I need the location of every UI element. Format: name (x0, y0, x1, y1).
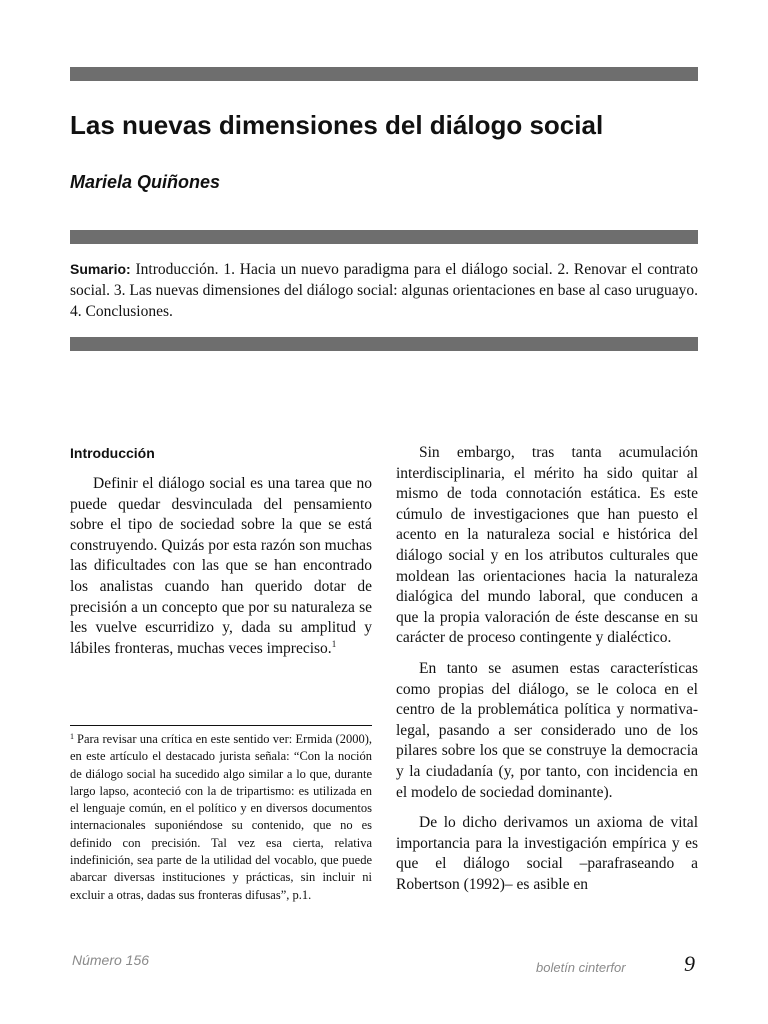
intro-paragraph (70, 474, 372, 659)
footnote-rule (70, 725, 372, 726)
summary-top-rule (70, 230, 698, 244)
left-column (70, 474, 372, 659)
right-paragraph-2: En tanto se asumen estas características como propias del diálogo, se le coloca en el centro de la problemática política y normativa-legal, pasando a ser considerado uno de los pilares sobre los que se construye la democracia y la ciudadanía (y, por tanto, con incidencia en el modelo de sociedad dominante). (396, 659, 698, 801)
summary-label: Sumario: (70, 261, 131, 277)
intro-paragraph-text: Definir el diálogo social es una tarea que no puede quedar desvinculada del pensamiento sobre el tipo de sociedad sobre la que se está construyendo. Quizás por esta razón son muchas las dificultades con las que se han encontrado los analistas cuando han querido dotar de precisión a un concepto que por su naturaleza se les vuelve escurridizo y, dada su amplitud y lábiles fronteras, muchas veces impreciso. (70, 475, 372, 657)
page-number: 9 (684, 951, 695, 976)
footnote-ref: 1 (331, 638, 337, 649)
top-rule (70, 67, 698, 81)
footnote-text: Para revisar una crítica en este sentido ver: Ermida (2000), en este artículo el destacado jurista señala: “Con la noción de diálogo social ha sucedido algo similar a lo que, durante largo lapso, aconteció con la de tripartismo: es utilizada en el lenguaje común, en el político y en diversos documentos internacionales suponiéndose su contenido, que no es definido con precisión. Tal vez esa cierta, relativa indefinición, sea parte de la utilidad del vocablo, que puede abarcar diversas instituciones y prácticas, sin incluir ni excluir a otras, dadas sus fronteras difusas”, p.1. (70, 732, 372, 902)
summary-text: Introducción. 1. Hacia un nuevo paradigma para el diálogo social. 2. Renovar el contrato social. 3. Las nuevas dimensiones del diálogo social: algunas orientaciones en base al caso uruguayo. 4. Conclusiones. (70, 261, 698, 320)
summary-block (70, 259, 698, 322)
footnote (70, 731, 372, 904)
article-author: Mariela Quiñones (70, 172, 221, 192)
section-heading: Introducción (70, 445, 155, 461)
article-title: Las nuevas dimensiones del diálogo social (70, 110, 604, 140)
summary-bottom-rule (70, 337, 698, 351)
right-paragraph-1: Sin embargo, tras tanta acumulación interdisciplinaria, el mérito ha sido quitar al mismo de toda connotación estática. Es este cúmulo de investigaciones que han puesto el acento en la naturaleza social e histórica del diálogo social y en los atributos culturales que moldean las orientaciones hacia la naturaleza dialógica del mundo laboral, que conducen a que la propia valoración de éste descanse en su carácter de proceso contingente y dialéctico. (396, 444, 698, 647)
journal-name: boletín cinterfor (536, 960, 626, 975)
footnote-number: 1 (70, 732, 74, 741)
issue-number: Número 156 (72, 952, 150, 968)
right-paragraph-3: De lo dicho derivamos un axioma de vital importancia para la investigación empírica y es que el diálogo social –parafraseando a Robertson (1992)– es asible en (396, 814, 698, 893)
right-column (396, 443, 698, 895)
